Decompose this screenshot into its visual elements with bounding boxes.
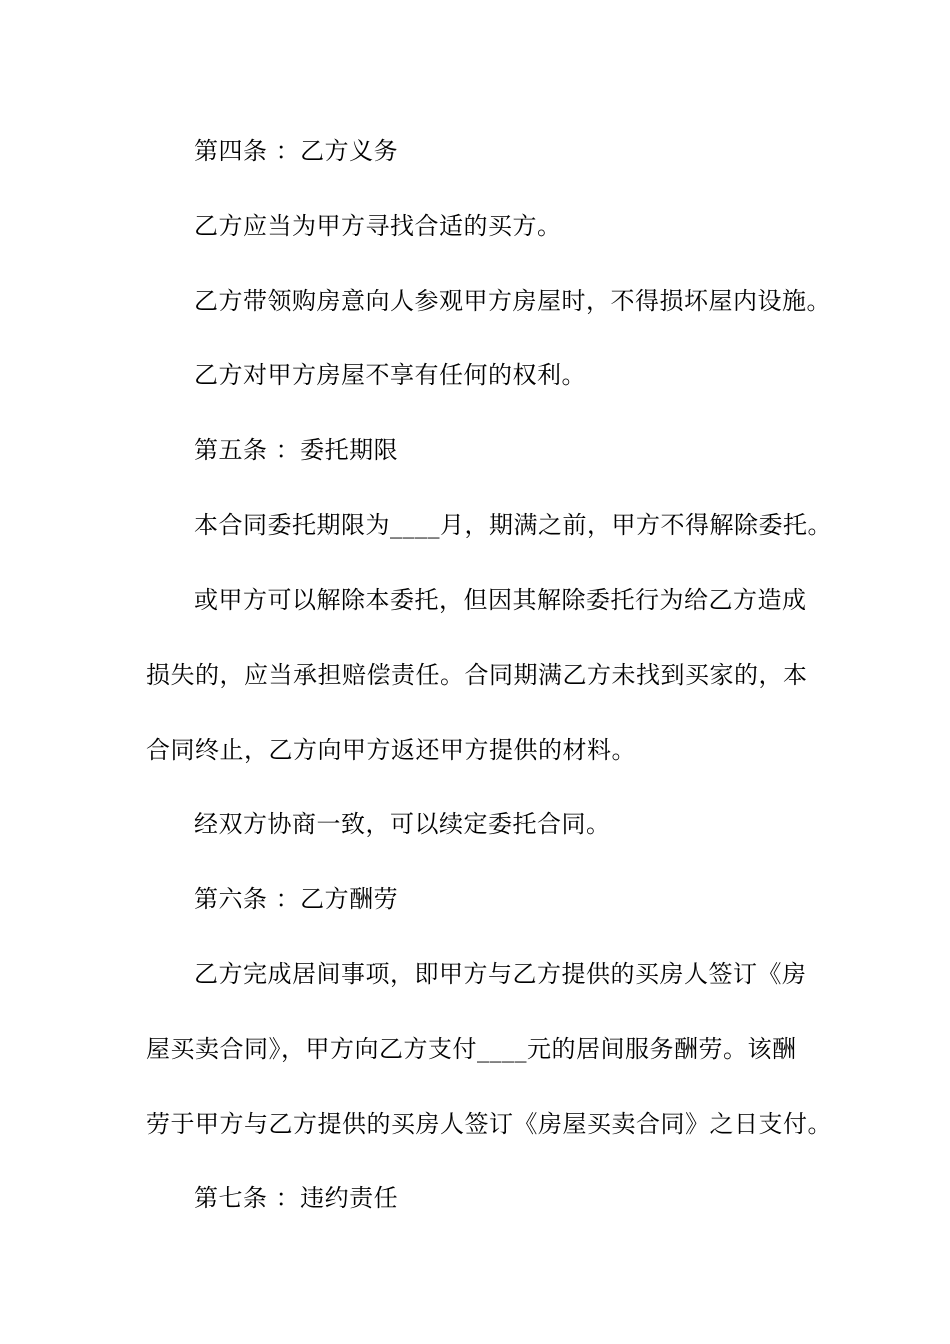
paragraph-line: 经双方协商一致，可以续定委托合同。 xyxy=(194,810,611,838)
paragraph-line: 合同终止，乙方向甲方返还甲方提供的材料。 xyxy=(146,736,636,764)
paragraph-line: 乙方带领购房意向人参观甲方房屋时，不得损坏屋内设施。 xyxy=(194,287,831,315)
paragraph-line: 乙方应当为甲方寻找合适的买方。 xyxy=(194,212,562,240)
paragraph-line: 本合同委托期限为____月，期满之前，甲方不得解除委托。 xyxy=(194,511,832,539)
paragraph-line: 或甲方可以解除本委托，但因其解除委托行为给乙方造成 xyxy=(194,586,807,614)
paragraph-line: 乙方对甲方房屋不享有任何的权利。 xyxy=(194,361,586,389)
paragraph-line: 损失的，应当承担赔偿责任。合同期满乙方未找到买家的，本 xyxy=(146,661,808,689)
article-5-heading: 第五条 ：委托期限 xyxy=(194,436,399,464)
article-6-heading: 第六条 ：乙方酬劳 xyxy=(194,885,399,913)
paragraph-line: 劳于甲方与乙方提供的买房人签订《房屋买卖合同》之日支付。 xyxy=(146,1110,832,1138)
paragraph-line: 屋买卖合同》，甲方向乙方支付____元的居间服务酬劳。该酬 xyxy=(146,1035,797,1063)
article-4-heading: 第四条 ：乙方义务 xyxy=(194,137,399,165)
article-7-heading: 第七条 ：违约责任 xyxy=(194,1184,399,1212)
paragraph-line: 乙方完成居间事项，即甲方与乙方提供的买房人签订《房 xyxy=(194,960,807,988)
